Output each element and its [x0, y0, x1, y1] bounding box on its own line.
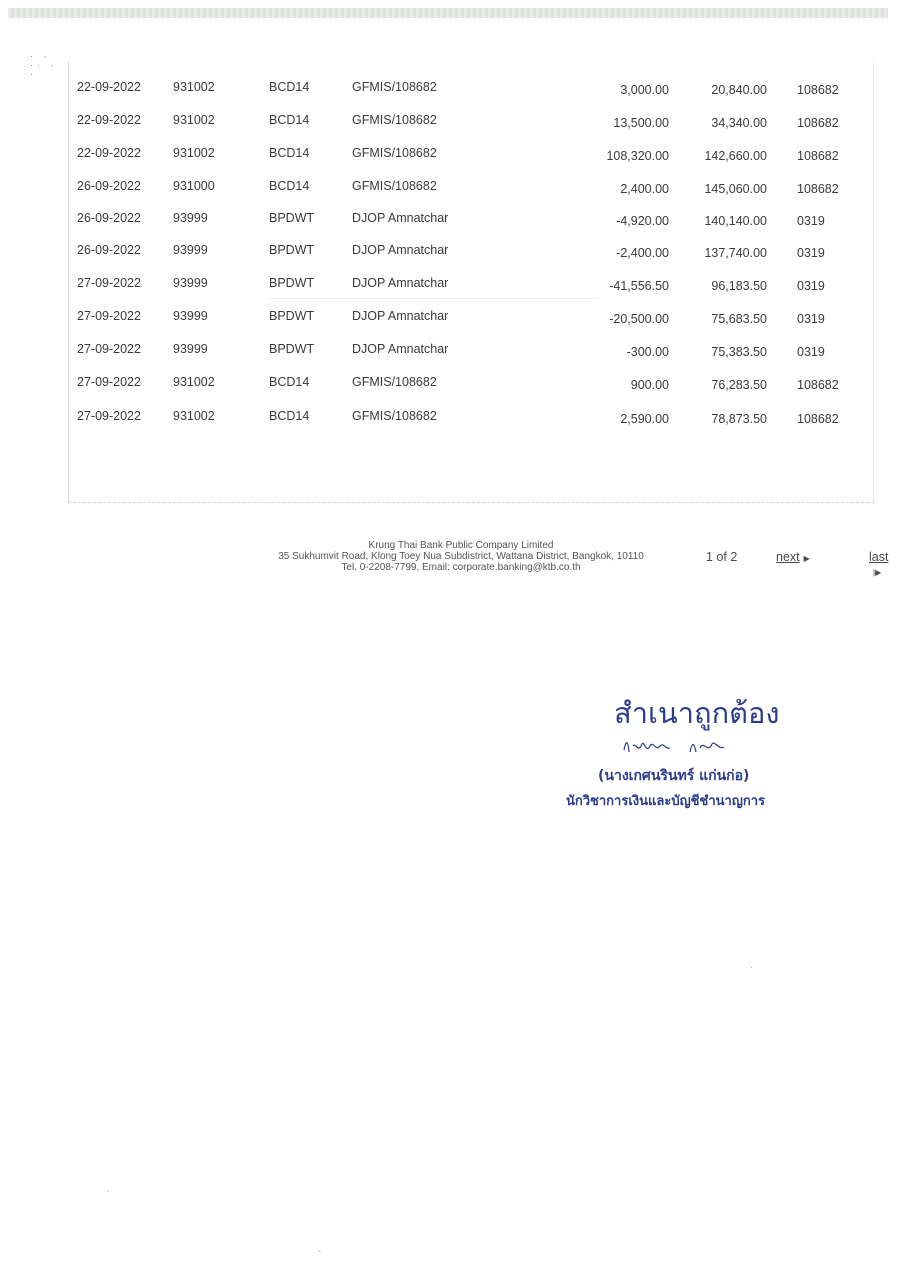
type-cell: BCD14 — [269, 375, 310, 389]
amount-cell: 13,500.00 — [613, 116, 669, 130]
branch-cell: 0319 — [797, 214, 825, 228]
code-cell: 931002 — [173, 113, 215, 127]
table-row — [69, 72, 873, 105]
last-page-label[interactable]: last — [869, 550, 889, 564]
scan-dot: · — [106, 1186, 109, 1196]
balance-cell: 140,140.00 — [704, 214, 767, 228]
skip-to-end-icon: |▶ — [873, 568, 882, 577]
table-row — [69, 301, 873, 334]
table-row — [69, 203, 873, 236]
scan-dot: · — [750, 962, 753, 972]
certified-copy-title: สำเนาถูกต้อง — [614, 696, 780, 730]
branch-cell: 108682 — [797, 182, 839, 196]
code-cell: 93999 — [173, 342, 208, 356]
signatory-name: (นางเกศนรินทร์ แก่นก่อ) — [598, 768, 750, 784]
code-cell: 931002 — [173, 409, 215, 423]
type-cell: BPDWT — [269, 211, 315, 225]
table-row — [69, 268, 873, 301]
amount-cell: -4,920.00 — [616, 214, 669, 228]
amount-cell: 3,000.00 — [620, 83, 669, 97]
balance-cell: 145,060.00 — [704, 182, 767, 196]
branch-cell: 108682 — [797, 149, 839, 163]
table-row — [69, 235, 873, 268]
amount-cell: -20,500.00 — [609, 312, 669, 326]
balance-cell: 20,840.00 — [711, 83, 767, 97]
branch-cell: 0319 — [797, 279, 825, 293]
balance-cell: 75,383.50 — [711, 345, 767, 359]
type-cell: BPDWT — [269, 276, 315, 290]
reference-cell: GFMIS/108682 — [352, 179, 437, 193]
table-row — [69, 334, 873, 367]
scan-specks: · · ·· · · — [30, 51, 58, 79]
date-cell: 27-09-2022 — [77, 342, 141, 356]
branch-cell: 0319 — [797, 246, 825, 260]
triangle-right-icon: ▶ — [803, 554, 810, 563]
date-cell: 27-09-2022 — [77, 309, 141, 323]
table-row — [69, 138, 873, 171]
table-row — [69, 401, 873, 434]
date-cell: 22-09-2022 — [77, 113, 141, 127]
type-cell: BPDWT — [269, 342, 315, 356]
table-row — [69, 367, 873, 400]
type-cell: BCD14 — [269, 80, 310, 94]
amount-cell: 108,320.00 — [606, 149, 669, 163]
reference-cell: GFMIS/108682 — [352, 113, 437, 127]
next-page-label[interactable]: next — [776, 550, 800, 564]
reference-cell: DJOP Amnatchar — [352, 309, 449, 323]
type-cell: BCD14 — [269, 113, 310, 127]
code-cell: 93999 — [173, 309, 208, 323]
balance-cell: 96,183.50 — [711, 279, 767, 293]
balance-cell: 142,660.00 — [704, 149, 767, 163]
date-cell: 27-09-2022 — [77, 375, 141, 389]
bank-name: Krung Thai Bank Public Company Limited — [368, 540, 554, 551]
balance-cell: 137,740.00 — [704, 246, 767, 260]
date-cell: 26-09-2022 — [77, 243, 141, 257]
date-cell: 22-09-2022 — [77, 80, 141, 94]
reference-cell: GFMIS/108682 — [352, 146, 437, 160]
amount-cell: -2,400.00 — [616, 246, 669, 260]
type-cell: BPDWT — [269, 243, 315, 257]
amount-cell: -300.00 — [626, 345, 669, 359]
date-cell: 22-09-2022 — [77, 146, 141, 160]
branch-cell: 0319 — [797, 345, 825, 359]
code-cell: 93999 — [173, 276, 208, 290]
code-cell: 93999 — [173, 211, 208, 225]
type-cell: BCD14 — [269, 409, 310, 423]
code-cell: 931002 — [173, 146, 215, 160]
type-cell: BPDWT — [269, 309, 315, 323]
code-cell: 93999 — [173, 243, 208, 257]
scan-dot: - — [318, 1246, 321, 1256]
date-cell: 27-09-2022 — [77, 409, 141, 423]
branch-cell: 108682 — [797, 412, 839, 426]
table-row — [69, 171, 873, 204]
balance-cell: 34,340.00 — [711, 116, 767, 130]
code-cell: 931002 — [173, 80, 215, 94]
amount-cell: 900.00 — [630, 378, 669, 392]
code-cell: 931000 — [173, 179, 215, 193]
bank-contact: Tel. 0-2208-7799, Email: corporate.banking@ktb.co.th — [341, 562, 581, 573]
table-row — [69, 105, 873, 138]
branch-cell: 108682 — [797, 378, 839, 392]
balance-cell: 78,873.50 — [711, 412, 767, 426]
date-cell: 26-09-2022 — [77, 211, 141, 225]
bank-footer — [0, 540, 904, 573]
balance-cell: 76,283.50 — [711, 378, 767, 392]
signature-image — [620, 734, 740, 758]
date-cell: 27-09-2022 — [77, 276, 141, 290]
reference-cell: GFMIS/108682 — [352, 375, 437, 389]
type-cell: BCD14 — [269, 146, 310, 160]
amount-cell: 2,400.00 — [620, 182, 669, 196]
reference-cell: DJOP Amnatchar — [352, 342, 449, 356]
page-indicator: 1 of 2 — [706, 550, 738, 564]
reference-cell: GFMIS/108682 — [352, 409, 437, 423]
reference-cell: DJOP Amnatchar — [352, 276, 449, 290]
reference-cell: GFMIS/108682 — [352, 80, 437, 94]
reference-cell: DJOP Amnatchar — [352, 243, 449, 257]
date-cell: 26-09-2022 — [77, 179, 141, 193]
amount-cell: -41,556.50 — [609, 279, 669, 293]
signatory-position: นักวิชาการเงินและบัญชีชำนาญการ — [566, 794, 766, 809]
reference-cell: DJOP Amnatchar — [352, 211, 449, 225]
balance-cell: 75,683.50 — [711, 312, 767, 326]
branch-cell: 0319 — [797, 312, 825, 326]
type-cell: BCD14 — [269, 179, 310, 193]
code-cell: 931002 — [173, 375, 215, 389]
amount-cell: 2,590.00 — [620, 412, 669, 426]
scan-top-band — [8, 8, 888, 18]
branch-cell: 108682 — [797, 116, 839, 130]
row-divider — [269, 298, 599, 299]
branch-cell: 108682 — [797, 83, 839, 97]
bank-address: 35 Sukhumvit Road, Klong Toey Nua Subdistrict, Wattana District, Bangkok, 10110 — [278, 551, 644, 562]
